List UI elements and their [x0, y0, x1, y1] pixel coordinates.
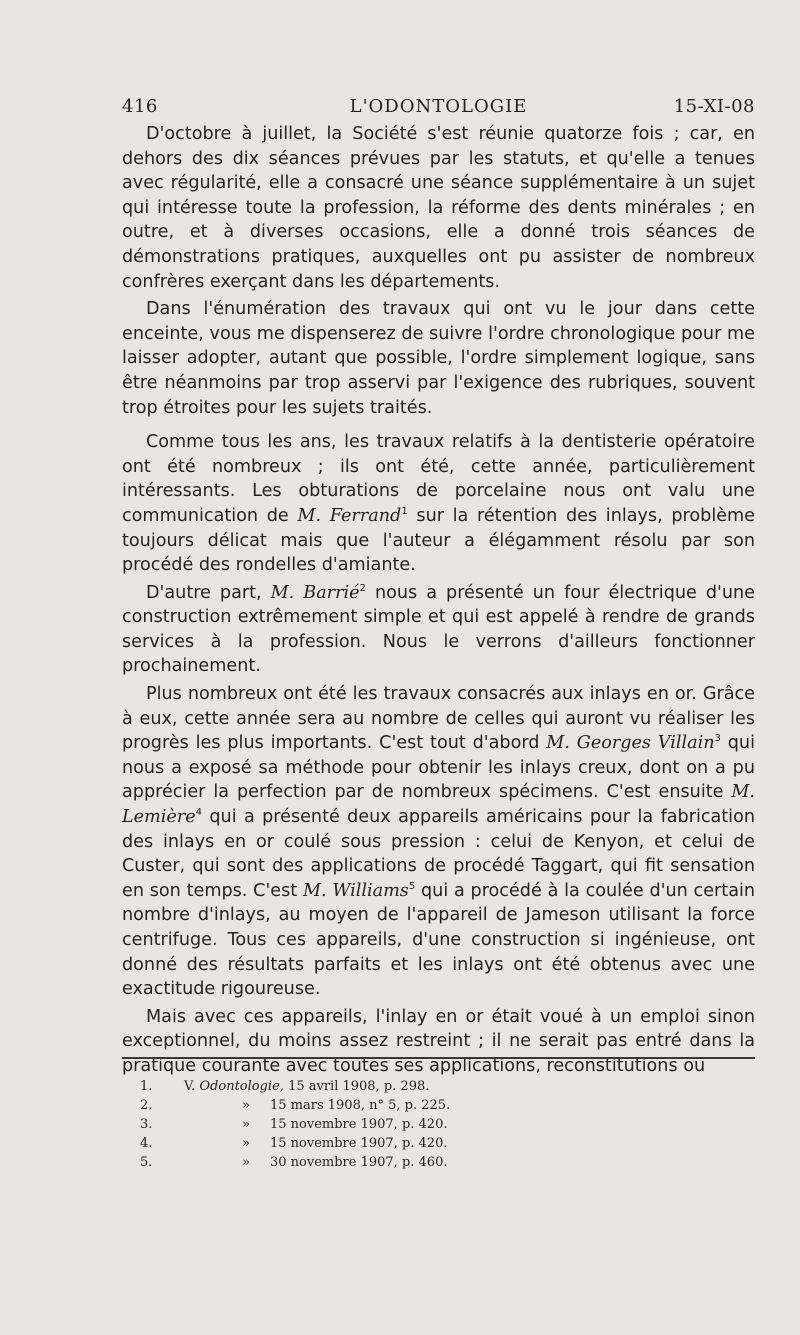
footnote: 5. » 30 novembre 1907, p. 460.	[140, 1155, 448, 1170]
running-header	[122, 96, 755, 122]
footnote-divider	[122, 1057, 755, 1059]
footnote-ref-4: 4	[195, 807, 203, 819]
author-villain: M. Georges Villain	[546, 733, 715, 754]
issue-date: 15-XI-08	[673, 96, 755, 117]
author-lemiere: M. Lemière	[122, 782, 755, 828]
footnote-ref-1: 1	[401, 506, 408, 518]
journal-title: L'ODONTOLOGIE	[349, 96, 528, 117]
paragraph-gold-inlays: Plus nombreux ont été les travaux consacrés aux inlays en or. Grâce à eux, cette année sera au nombre de celles qui auront vu réaliser les progrès les plus importants. C'est tout d'abord M. Georges Villain$^3$ qui nous a exposé sa méthode pour obtenir les inlays creux, dont on a pu apprécier la perfection par de nombreux spécimens. C'est ensuite M. Lemière$^4$ qui a présenté deux appareils américains pour la fabrication des inlays en or coulé sous pression : celui de Kenyon, et celui de Custer, qui sont des applications de procédé Taggart, qui fit sensation en son temps. C'est M. Williams$^5$ qui a procédé à la coulée d'un certain nombre d'inlays, au moyen de l'appareil de Jameson utilisant la force centrifuge. Tous ces appareils, d'une construction si ingénieuse, ont donné des résultats parfaits et les inlays ont été obtenus avec une exactitude rigoureuse.	[122, 684, 756, 1000]
author-williams: M. Williams	[302, 880, 409, 901]
author-ferrand: M. Ferrand	[297, 505, 402, 526]
paragraph-furnace: D'autre part, M. Barrié$^2$ nous a présenté un four électrique d'une construction extrêmement simple et qui est appelé à rendre de grands services à la profession. Nous le verrons d'ailleurs fonctionner prochainement.	[122, 582, 755, 677]
footnote: 2. » 15 mars 1908, n° 5, p. 225.	[140, 1098, 451, 1113]
paragraph-porcelain: Comme tous les ans, les travaux relatifs à la dentisterie opératoire ont été nombreux ; ils ont été, cette année, particulièrement intéressants. Les obturations de porcelaine nous ont valu une communication de M. Ferrand$^1$ sur la rétention des inlays, problème toujours délicat mais que l'auteur a élégamment résolu par son procédé des rondelles d'amiante.	[122, 432, 755, 576]
page-number: 416	[122, 96, 158, 117]
footnote: 3. » 15 novembre 1907, p. 420.	[140, 1117, 448, 1132]
paragraph-meetings: D'octobre à juillet, la Société s'est réunie quatorze fois ; car, en dehors des dix séances prévues par les statuts, et qu'elle a tenues avec régularité, elle a consacré une séance supplémentaire à un sujet qui intéresse toute la profession, la réforme des dents minérales ; en outre, et à diverses occasions, elle a donné trois séances de démonstrations pratiques, auxquelles ont pu assister de nombreux confrères exerçant dans les départements.	[122, 124, 755, 292]
footnote-ref-2: 2	[359, 582, 366, 594]
paragraph-restricted-use: Mais avec ces appareils, l'inlay en or était voué à un emploi sinon exceptionnel, du moins assez restreint ; il ne serait pas entré dans la pratique courante avec toutes ses applications, reconstitutions ou	[122, 1006, 755, 1076]
paragraph-enumeration: Dans l'énumération des travaux qui ont vu le jour dans cette enceinte, vous me dispenserez de suivre l'ordre chronologique pour me laisser adopter, autant que possible, l'ordre simplement logique, sans être néanmoins par trop asservi par l'exigence des rubriques, souvent trop étroites pour les sujets traités.	[122, 299, 755, 418]
footnote: 1. V. Odontologie, 15 avril 1908, p. 298.	[140, 1079, 430, 1094]
footnotes	[140, 1077, 450, 1172]
footnote: 4. » 15 novembre 1907, p. 420.	[140, 1136, 448, 1151]
source-journal: Odontologie,	[199, 1079, 284, 1094]
author-barrie: M. Barrié	[270, 582, 360, 603]
body-text	[122, 122, 755, 1082]
footnote-ref-5: 5	[408, 880, 416, 892]
footnote-ref-3: 3	[714, 733, 721, 745]
